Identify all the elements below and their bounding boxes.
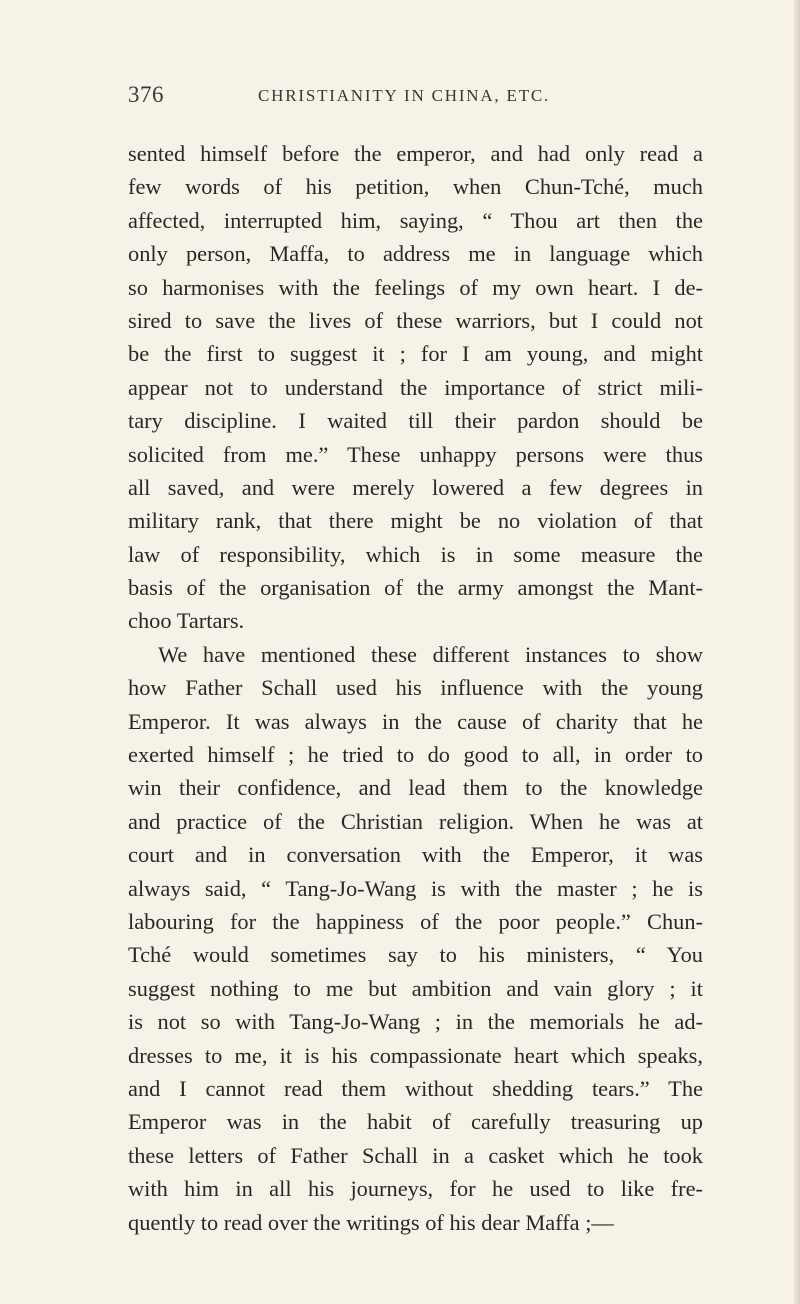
text-line: solicited from me.” These unhappy persons were thus [128,441,703,467]
text-line: and I cannot read them without shedding tears.” The [128,1075,703,1101]
text-line: choo Tartars. [128,608,245,634]
text-line: military rank, that there might be no violation of that [128,508,703,534]
text-line: and practice of the Christian religion. When he was at [128,808,703,834]
text-line: We have mentioned these different instances to show [158,641,703,667]
text-line: sented himself before the emperor, and had only read a [128,141,703,166]
text-line: few words of his petition, when Chun-Tché, much [128,174,703,200]
text-line: with him in all his journeys, for he used to like fre- [128,1176,703,1202]
page-number: 376 [128,82,164,107]
text-line: appear not to understand the importance of strict mili- [128,374,703,400]
text-line: so harmonises with the feelings of my own heart. I de- [128,274,703,300]
text-line: Emperor. It was always in the cause of charity that he [128,708,703,734]
text-line: suggest nothing to me but ambition and vain glory ; it [128,975,703,1001]
text-line: dresses to me, it is his compassionate heart which speaks, [128,1042,703,1068]
text-line: be the first to suggest it ; for I am young, and might [128,341,703,367]
text-line: win their confidence, and lead them to the knowledge [128,775,703,801]
running-head: CHRISTIANITY IN CHINA, ETC. [258,86,551,105]
page-header [0,82,800,112]
text-line: is not so with Tang-Jo-Wang ; in the memorials he ad- [128,1009,703,1035]
text-line: exerted himself ; he tried to do good to all, in order to [128,742,703,768]
text-line: tary discipline. I waited till their pardon should be [128,408,703,434]
text-line: basis of the organisation of the army amongst the Mant- [128,575,703,601]
text-line: always said, “ Tang-Jo-Wang is with the master ; he is [128,875,703,901]
text-line: Tché would sometimes say to his ministers, “ You [128,942,703,968]
text-line: all saved, and were merely lowered a few degrees in [128,474,703,500]
text-line: only person, Maffa, to address me in language which [128,241,703,267]
text-line: affected, interrupted him, saying, “ Thou art then the [128,207,703,233]
text-line: these letters of Father Schall in a casket which he took [128,1142,703,1168]
text-line: labouring for the happiness of the poor people.” Chun- [128,908,703,934]
body-text [128,137,703,1239]
page-edge [794,0,800,1304]
text-line: Emperor was in the habit of carefully treasuring up [128,1109,703,1135]
text-line: sired to save the lives of these warriors, but I could not [128,307,703,333]
text-line: quently to read over the writings of his dear Maffa ;— [128,1209,614,1235]
text-line: how Father Schall used his influence with the young [128,675,703,701]
text-line: law of responsibility, which is in some measure the [128,541,703,567]
text-line: court and in conversation with the Emperor, it was [128,842,703,868]
